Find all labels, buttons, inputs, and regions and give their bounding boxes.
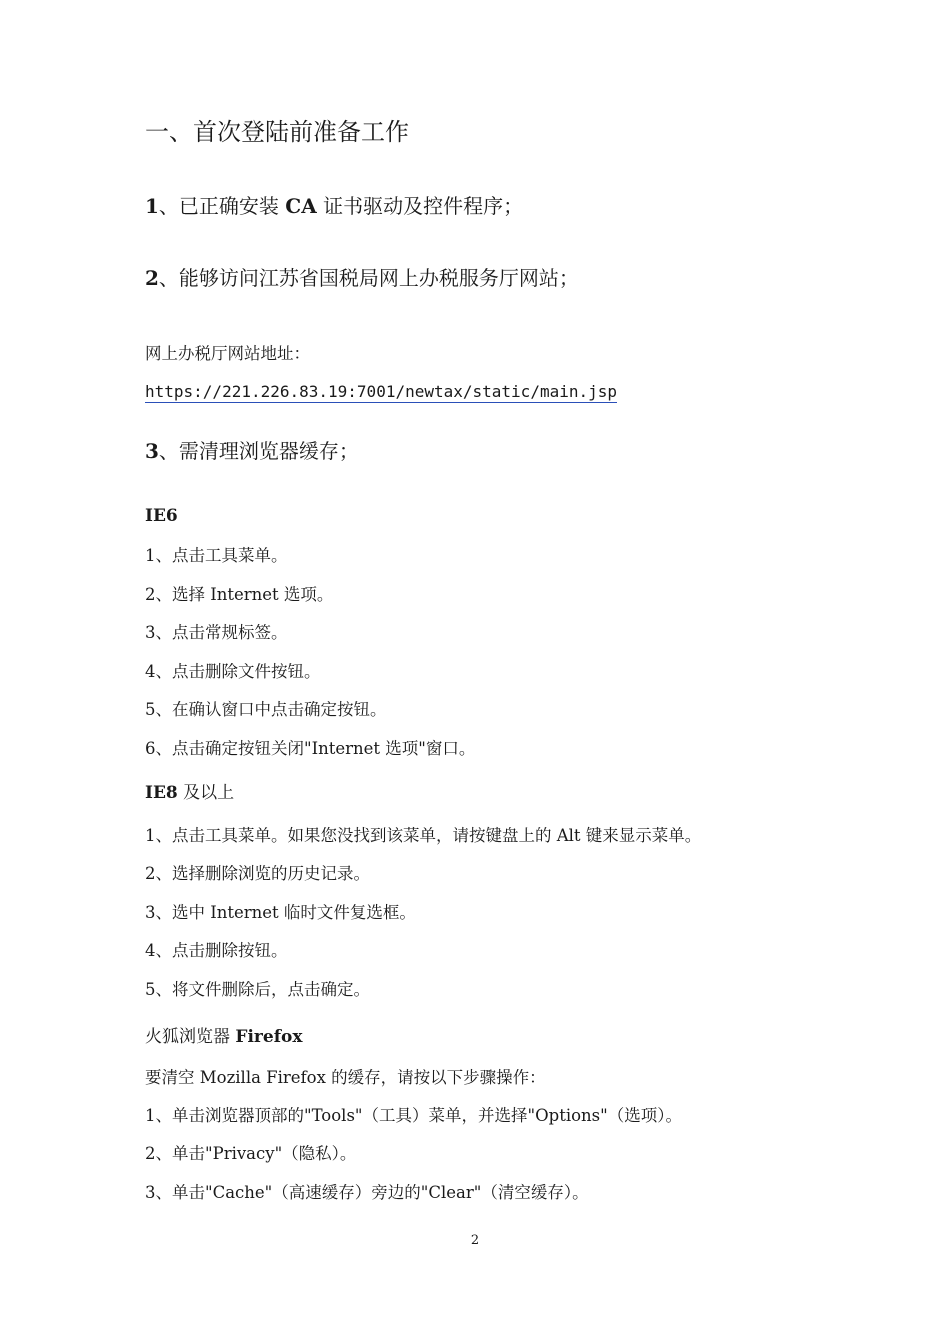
ie8-step: 1、点击工具菜单。如果您没找到该菜单，请按键盘上的 Alt 键来显示菜单。 <box>145 826 702 845</box>
ie6-title: IE6 <box>145 506 178 526</box>
page-number: 2 <box>470 1233 480 1248</box>
firefox-title-rest: 火狐浏览器 <box>145 1027 236 1047</box>
requirement-1-bold-term: CA <box>285 194 317 218</box>
ie8-step: 3、选中 Internet 临时文件复选框。 <box>145 903 416 922</box>
ie6-step: 6、点击确定按钮关闭"Internet 选项"窗口。 <box>145 739 476 758</box>
ie6-step: 1、点击工具菜单。 <box>145 546 288 565</box>
requirement-1-text-post: 证书驱动及控件程序； <box>316 194 524 218</box>
site-url-link[interactable]: https://221.226.83.19:7001/newtax/static/main.jsp <box>145 382 618 401</box>
section-heading: 一、首次登陆前准备工作 <box>145 118 409 146</box>
ie6-step: 3、点击常规标签。 <box>145 623 288 642</box>
requirement-2-text: 、能够访问江苏省国税局网上办税服务厅网站； <box>158 266 579 290</box>
requirement-1-text-pre: 、已正确安装 <box>158 194 286 218</box>
ie8-heading <box>145 785 234 802</box>
requirement-2 <box>145 268 579 288</box>
firefox-title-bold: Firefox <box>235 1027 303 1047</box>
ie8-title-bold: IE8 <box>145 783 178 803</box>
ie8-title-rest: 及以上 <box>177 783 235 803</box>
site-address-label: 网上办税厅网站地址： <box>145 344 310 363</box>
ie6-step: 5、在确认窗口中点击确定按钮。 <box>145 700 387 719</box>
requirement-3-text: 、需清理浏览器缓存； <box>158 439 359 463</box>
ie8-step: 5、将文件删除后，点击确定。 <box>145 980 370 999</box>
firefox-intro: 要清空 Mozilla Firefox 的缓存，请按以下步骤操作： <box>145 1068 546 1087</box>
firefox-heading <box>145 1029 303 1046</box>
ie6-step: 4、点击删除文件按钮。 <box>145 662 321 681</box>
ie6-heading <box>145 508 178 525</box>
ie8-step: 4、点击删除按钮。 <box>145 941 288 960</box>
ie6-step: 2、选择 Internet 选项。 <box>145 585 334 604</box>
firefox-step: 1、单击浏览器顶部的"Tools"（工具）菜单，并选择"Options"（选项）。 <box>145 1106 682 1125</box>
requirement-2-number: 2 <box>145 266 159 290</box>
firefox-step: 3、单击"Cache"（高速缓存）旁边的"Clear"（清空缓存）。 <box>145 1183 589 1202</box>
requirement-1-number: 1 <box>145 194 159 218</box>
requirement-3-number: 3 <box>145 439 159 463</box>
requirement-1 <box>145 196 523 216</box>
firefox-step: 2、单击"Privacy"（隐私）。 <box>145 1144 357 1163</box>
requirement-3 <box>145 441 359 461</box>
site-url-line <box>145 384 617 400</box>
ie8-step: 2、选择删除浏览的历史记录。 <box>145 864 370 883</box>
